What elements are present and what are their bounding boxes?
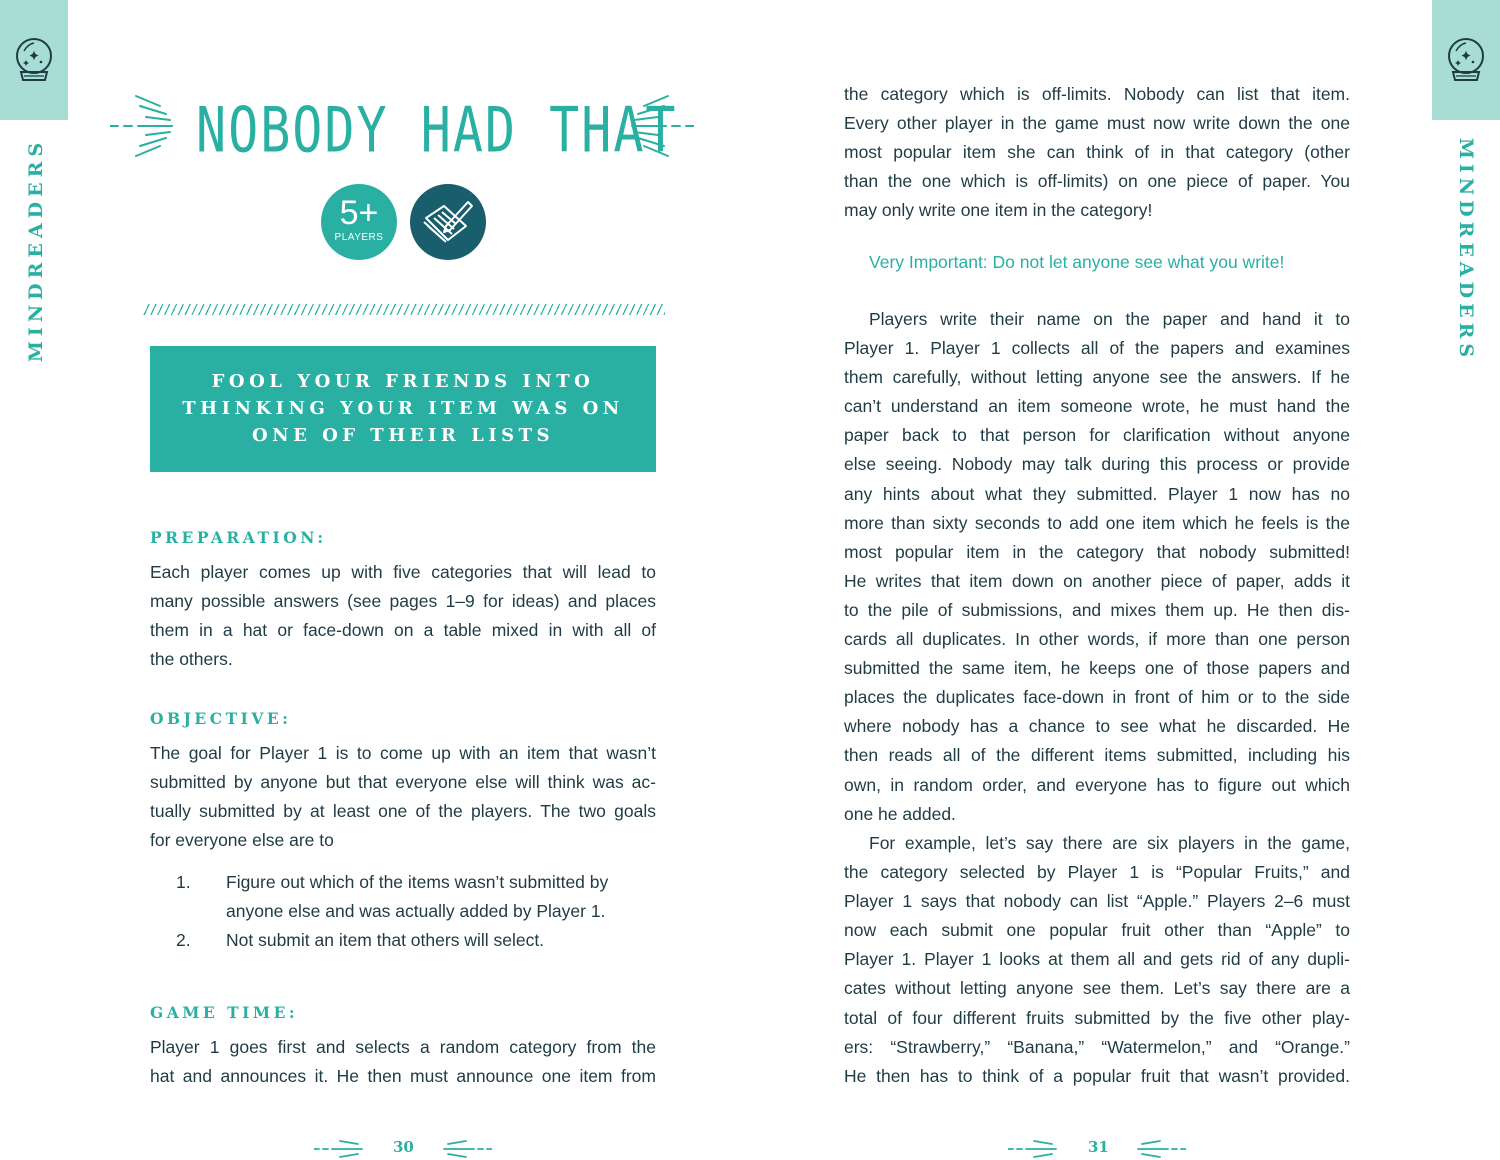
list-number: 2. (176, 930, 191, 950)
list-text: anyone else and was actually added by Player 1. (226, 901, 606, 921)
text-line: Player 1. Player 1 looks at them all and gets rid of any dupli- (844, 949, 1350, 970)
supplies-badge (410, 184, 486, 260)
text-line: where nobody has a chance to see what he discarded. He (844, 716, 1350, 737)
folio-ornament-left-icon (442, 1138, 492, 1160)
title-burst-right-icon (626, 92, 694, 160)
list-item (176, 868, 656, 928)
text-line: them in a hat or face-down on a table mixed in with all of (150, 620, 656, 641)
text-line: most popular item in the category that nobody submitted! (844, 541, 1350, 562)
text-line: Every other player in the game must now write down the one (844, 113, 1350, 134)
text-line: He writes that item down on another piece of paper, adds it (844, 570, 1350, 591)
players-count: 5+ (339, 194, 379, 232)
text-line: the category selected by Player 1 is “Popular Fruits,” and (844, 862, 1350, 883)
title-burst-left-icon (110, 92, 178, 160)
text-line: The goal for Player 1 is to come up with an item that wasn’t (150, 743, 656, 763)
text-line: to the pile of submissions, and mixes them up. He then dis- (844, 599, 1350, 620)
text-line: paper back to that person for clarification without anyone (844, 425, 1350, 446)
text-line: Player 1 says that nobody can list “Apple.” Players 2–6 must (844, 891, 1350, 912)
text-line: most popular item she can think of in that category (other (844, 142, 1350, 163)
right-paragraph-2 (844, 305, 1350, 829)
text-line: the category which is off-limits. Nobody can list that item. (844, 84, 1350, 104)
text-line: can’t understand an item someone wrote, he must hand the (844, 396, 1350, 417)
text-line: for everyone else are to (150, 830, 334, 851)
text-line: He then has to think of a popular fruit that wasn’t provided. (844, 1065, 1350, 1086)
folio-ornament-right-icon (1008, 1138, 1058, 1160)
objective-text (150, 739, 656, 855)
text-line: cates without letting anyone see them. Let’s say there are a (844, 978, 1350, 999)
text-line: submitted the same item, he keeps one of those papers and (844, 658, 1350, 679)
text-line: submitted by anyone but that everyone else will think was ac- (150, 772, 656, 793)
tagline-banner (150, 346, 656, 472)
list-text: Not submit an item that others will select. (226, 930, 545, 950)
section-tab-right (1432, 0, 1500, 120)
objective-heading: OBJECTIVE: (150, 709, 292, 728)
text-line: more than sixty seconds to add one item which he feels is the (844, 512, 1350, 533)
text-line: then reads all of the different items submitted, including his (844, 745, 1350, 766)
text-line: Player 1. Player 1 collects all of the papers and examines (844, 338, 1350, 359)
text-line: Players write their name on the paper and hand it to (869, 309, 1350, 329)
right-paragraph-3 (844, 829, 1350, 1091)
folio-ornament-left-icon (314, 1138, 364, 1160)
text-line: total of four different fruits submitted by the five other play- (844, 1007, 1350, 1028)
players-badge (321, 184, 397, 260)
preparation-heading: PREPARATION: (150, 528, 327, 547)
important-label: Very Important: (869, 252, 988, 272)
page-title: NOBODY HAD THAT (196, 94, 678, 167)
text-line: ers: “Strawberry,” “Banana,” “Watermelon,” and “Orange.” (844, 1036, 1350, 1057)
list-text: Figure out which of the items wasn’t submitted by (226, 872, 609, 892)
crystal-ball-icon (1444, 35, 1488, 85)
paper-and-pencil-icon (420, 196, 476, 248)
banner-line: THINKING YOUR ITEM WAS ON (182, 398, 624, 419)
page-number-right: 31 (1088, 1138, 1109, 1156)
important-text: Do not let anyone see what you write! (987, 252, 1285, 272)
game-time-heading: GAME TIME: (150, 1003, 299, 1022)
banner-line: FOOL YOUR FRIENDS INTO (211, 371, 595, 392)
text-line: many possible answers (see pages 1–9 for ideas) and places (150, 591, 656, 612)
text-line: For example, let’s say there are six players in the game, (869, 833, 1350, 853)
text-line: hat and announces it. He then must announce one item from (150, 1066, 656, 1087)
list-number: 1. (176, 872, 191, 892)
text-line: own, in random order, and everyone has to figure out which (844, 774, 1350, 795)
preparation-text (150, 558, 656, 674)
text-line: now each submit one popular fruit other than “Apple” to (844, 920, 1350, 941)
right-paragraph-1 (844, 80, 1350, 225)
text-line: places the duplicates face-down in front of him or to the side (844, 687, 1350, 708)
banner-line: ONE OF THEIR LISTS (251, 425, 555, 446)
crystal-ball-icon (12, 35, 56, 85)
page-number-left: 30 (393, 1138, 414, 1156)
text-line: one he added. (844, 803, 956, 824)
text-line: than the one which is off-limits) on one piece of paper. You (844, 171, 1350, 192)
section-tab-left (0, 0, 68, 120)
folio-ornament-right-icon (1136, 1138, 1186, 1160)
text-line: cards all duplicates. In other words, if more than one person (844, 629, 1350, 650)
text-line: else seeing. Nobody may talk during this process or provide (844, 454, 1350, 475)
text-line: them carefully, without letting anyone see the answers. If he (844, 367, 1350, 388)
text-line: the others. (150, 649, 233, 670)
section-label-left: MINDREADERS (25, 137, 47, 363)
text-line: Player 1 goes first and selects a random category from the (150, 1037, 656, 1057)
players-label: PLAYERS (334, 232, 384, 243)
list-item (176, 926, 656, 956)
important-note (869, 252, 1284, 273)
text-line: may only write one item in the category! (844, 200, 1153, 221)
text-line: tually submitted by at least one of the players. The two goals (150, 801, 656, 822)
hatched-divider (143, 304, 665, 315)
section-label-right: MINDREADERS (1455, 137, 1477, 363)
text-line: Each player comes up with five categories that will lead to (150, 562, 656, 582)
game-time-text (150, 1033, 656, 1091)
text-line: any hints about what they submitted. Player 1 now has no (844, 483, 1350, 504)
